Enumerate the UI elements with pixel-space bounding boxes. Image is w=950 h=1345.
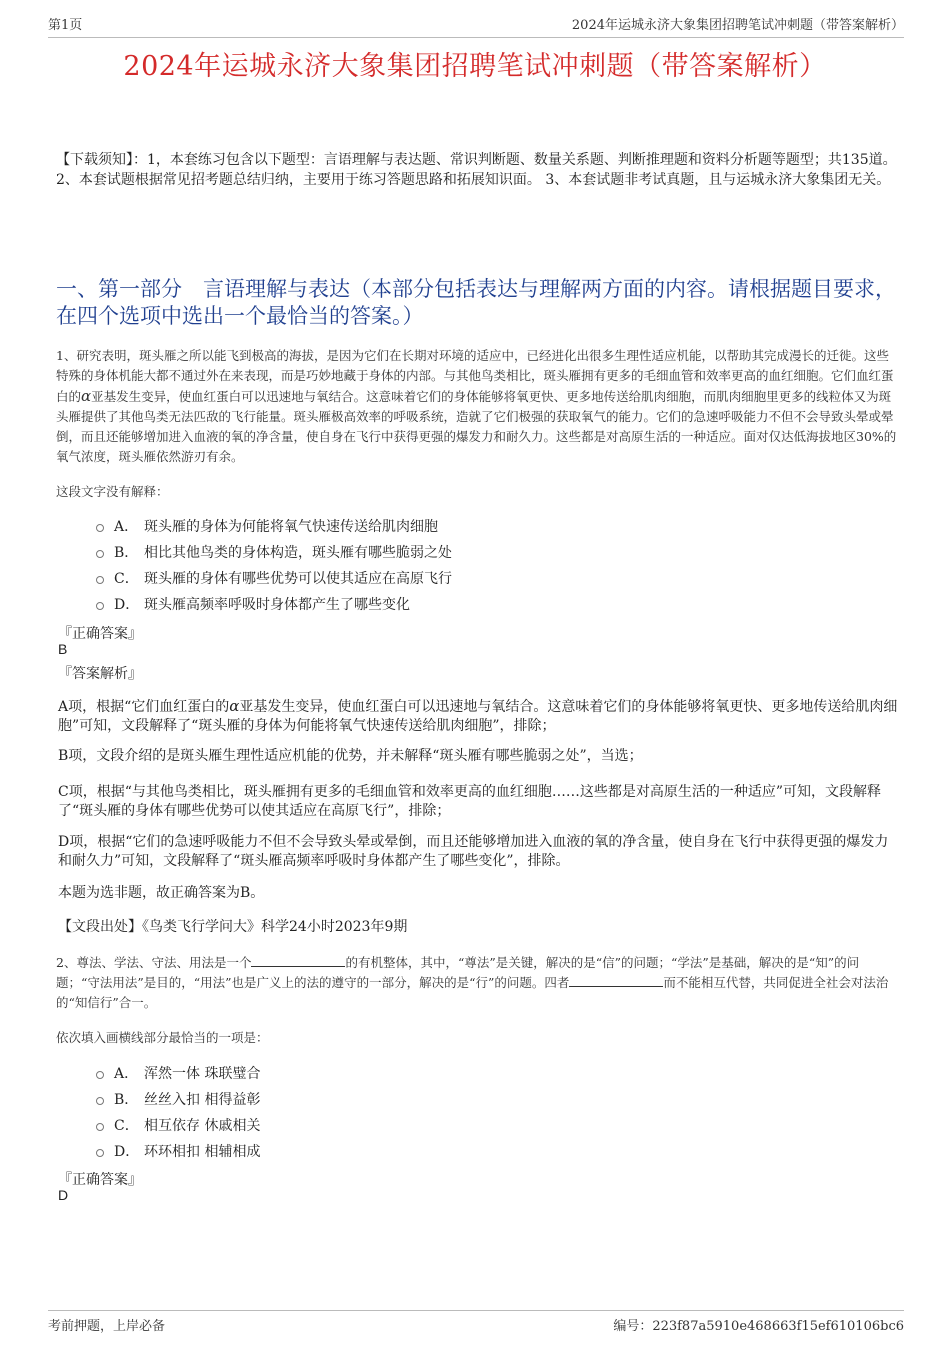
radio-icon[interactable]	[96, 602, 104, 610]
alpha-symbol: α	[81, 387, 92, 405]
question-1-prompt: 这段文字没有解释：	[56, 484, 169, 499]
option-a[interactable]: A． 斑头雁的身体为何能将氧气快速传送给肌肉细胞	[96, 513, 796, 539]
question-2-prompt: 依次填入画横线部分最恰当的一项是：	[56, 1030, 269, 1045]
conclusion: 本题为选非题，故正确答案为B。	[58, 885, 265, 901]
radio-icon[interactable]	[96, 576, 104, 584]
footer-slogan: 考前押题，上岸必备	[48, 1319, 166, 1334]
option-b[interactable]: B． 丝丝入扣 相得益彰	[96, 1086, 796, 1112]
analysis-label: 『答案解析』	[58, 666, 142, 682]
source-citation: 【文段出处】《鸟类飞行学问大》科学24小时2023年9期	[58, 919, 408, 935]
analysis-d: D项，根据“它们的急速呼吸能力不但不会导致头晕或晕倒，而且还能够增加进入血液的氧的净含量，使自身在飞行中获得更强的爆发力和耐久力”可知，文段解释了“斑头雁高频率呼吸时身体都产生了哪些变化”，排除。	[58, 834, 889, 869]
answer-value: D	[58, 1187, 69, 1203]
radio-icon[interactable]	[96, 524, 104, 532]
document-title: 2024年运城永济大象集团招聘笔试冲刺题（带答案解析）	[123, 51, 827, 82]
download-notice: 【下载须知】：1，本套练习包含以下题型：言语理解与表达题、常识判断题、数量关系题、判断推理题和资料分析题等题型；共135道。 2、本套试题根据常见招考题总结归纳，主要用于练习答题思路和拓展知识面。 3、本套试题非考试真题，且与运城永济大象集团无关。	[56, 152, 897, 188]
analysis-b: B项，文段介绍的是斑头雁生理性适应机能的优势，并未解释“斑头雁有哪些脆弱之处”，当选；	[58, 748, 643, 764]
analysis-c: C项，根据“与其他鸟类相比，斑头雁拥有更多的毛细血管和效率更高的血红细胞……这些都是对高原生活的一种适应”可知，文段解释了“斑头雁的身体有哪些优势可以使其适应在高原飞行”，排除；	[58, 784, 882, 819]
answer-label: 『正确答案』	[58, 626, 142, 642]
radio-icon[interactable]	[96, 1071, 104, 1079]
header-doc-title: 2024年运城永济大象集团招聘笔试冲刺题（带答案解析）	[571, 18, 904, 33]
answer-label: 『正确答案』	[58, 1172, 142, 1188]
option-b[interactable]: B． 相比其他鸟类的身体构造，斑头雁有哪些脆弱之处	[96, 539, 796, 565]
question-2-options	[96, 1060, 796, 1164]
page-number: 第1页	[48, 18, 83, 33]
option-a[interactable]: A． 浑然一体 珠联璧合	[96, 1060, 796, 1086]
question-2-text: 2、尊法、学法、守法、用法是一个 的有机整体，其中，“尊法”是关键，解决的是“信”的问题；“学法”是基础，解决的是“知”的问题；“守法用法”是目的，“用法”也是广义上的法的遵守的一部分，解决的是“行”的问题。四者 而不能相互代替，共同促进全社会对法治的“知信行”合一。	[56, 955, 889, 1010]
section-heading: 一、第一部分 言语理解与表达（本部分包括表达与理解两方面的内容。请根据题目要求，在四个选项中选出一个最恰当的答案。）	[56, 277, 896, 328]
option-d[interactable]: D． 环环相扣 相辅相成	[96, 1138, 796, 1164]
option-c[interactable]: C． 相互依存 休戚相关	[96, 1112, 796, 1138]
page-footer	[48, 1310, 904, 1334]
radio-icon[interactable]	[96, 1097, 104, 1105]
fill-blank-1[interactable]	[251, 953, 345, 967]
radio-icon[interactable]	[96, 550, 104, 558]
question-1-options	[96, 513, 796, 617]
question-1-text: 1、研究表明，斑头雁之所以能飞到极高的海拔，是因为它们在长期对环境的适应中，已经进化出很多生理性适应机能，以帮助其完成漫长的迁徙。这些特殊的身体机能大都不通过外在来表现，而是巧妙地藏于身体的内部。与其他鸟类相比，斑头雁拥有更多的毛细血管和效率更高的血红细胞。它们血红蛋白的α亚基发生变异，使血红蛋白可以迅速地与氧结合。这意味着它们的身体能够将氧更快、更多地传送给肌肉细胞，而肌肉细胞里更多的线粒体又为斑头雁提供了其他鸟类无法匹敌的飞行能量。斑头雁极高效率的呼吸系统，造就了它们极强的获取氧气的能力。它们的急速呼吸能力不但不会导致头晕或晕倒，而且还能够增加进入血液的氧的净含量，使自身在飞行中获得更强的爆发力和耐久力。这些都是对高原生活的一种适应。面对仅达低海拔地区30%的氧气浓度，斑头雁依然游刃有余。	[56, 348, 897, 464]
alpha-symbol: α	[229, 697, 240, 715]
fill-blank-2[interactable]	[569, 973, 663, 987]
option-c[interactable]: C． 斑头雁的身体有哪些优势可以使其适应在高原飞行	[96, 565, 796, 591]
option-d[interactable]: D． 斑头雁高频率呼吸时身体都产生了哪些变化	[96, 591, 796, 617]
radio-icon[interactable]	[96, 1149, 104, 1157]
analysis-a: A项，根据“它们血红蛋白的α亚基发生变异，使血红蛋白可以迅速地与氧结合。这意味着它们的身体能够将氧更快、更多地传送给肌肉细胞”可知，文段解释了“斑头雁的身体为何能将氧气快速传送给肌肉细胞”，排除；	[58, 697, 898, 734]
page-header	[48, 14, 904, 38]
footer-serial: 编号：223f87a5910e468663f15ef610106bc6	[613, 1319, 904, 1334]
answer-value: B	[58, 641, 68, 657]
radio-icon[interactable]	[96, 1123, 104, 1131]
